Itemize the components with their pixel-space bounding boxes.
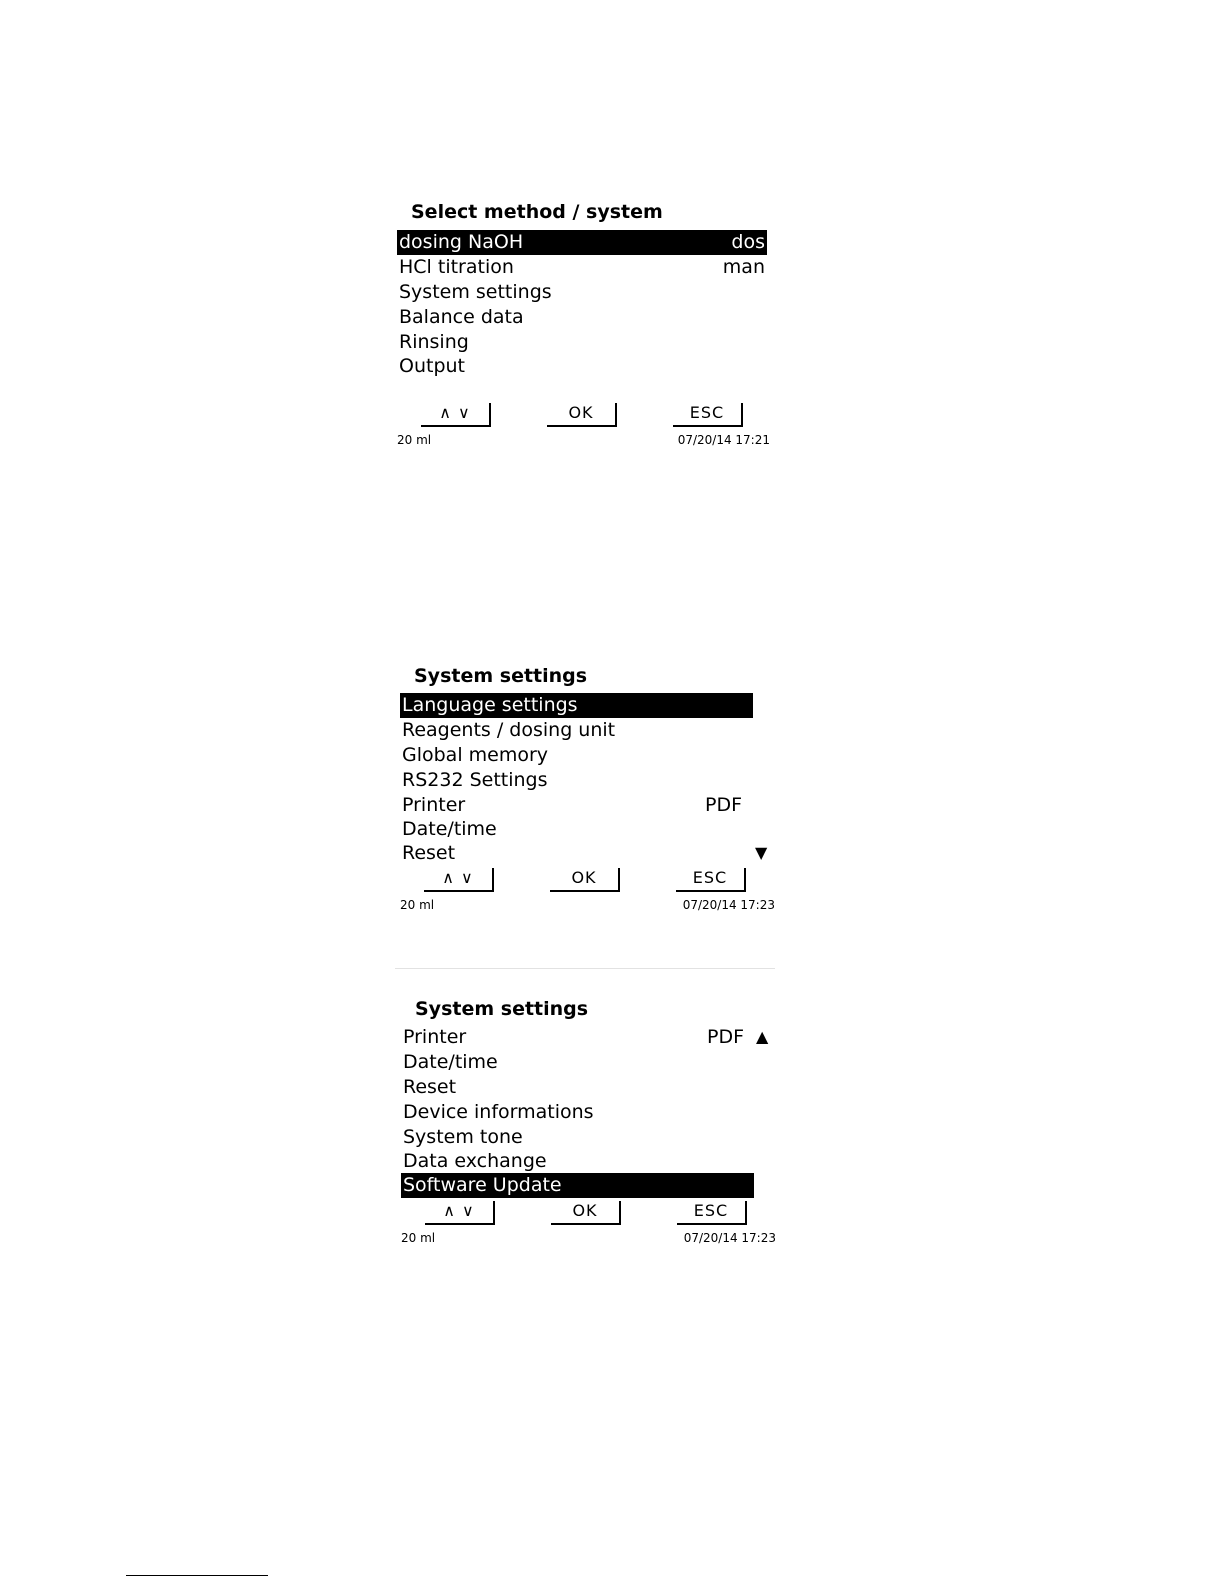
menu-item-system-settings[interactable] — [397, 280, 767, 305]
volume-readout: 20 ml — [397, 433, 432, 447]
divider — [395, 968, 775, 969]
menu-item-label: Date/time — [402, 818, 497, 840]
menu-item-label: Printer — [403, 1026, 467, 1048]
menu-item-reset[interactable] — [400, 841, 753, 866]
volume-readout: 20 ml — [400, 898, 435, 912]
date-time-readout: 07/20/14 17:21 — [677, 433, 770, 447]
menu-item-label: Global memory — [402, 744, 549, 766]
menu-item-printer[interactable] — [400, 793, 753, 818]
menu-item-label: dosing NaOH — [399, 231, 524, 253]
screen-title: Select method / system — [411, 201, 663, 223]
date-time-readout: 07/20/14 17:23 — [682, 898, 775, 912]
menu-item-label: RS232 Settings — [402, 769, 548, 791]
menu-item-label: Reset — [402, 842, 456, 864]
menu-item-label: Language settings — [402, 694, 578, 716]
menu-item-rinsing[interactable] — [397, 330, 767, 355]
screen-title: System settings — [414, 665, 588, 687]
menu-item-device-informations[interactable] — [401, 1100, 754, 1125]
menu-item-value: PDF — [705, 794, 743, 816]
esc-button[interactable]: ESC — [677, 1201, 747, 1225]
menu-item-label: Reagents / dosing unit — [402, 719, 616, 741]
menu-item-label: Device informations — [403, 1101, 594, 1123]
menu-item-language-settings[interactable] — [400, 693, 753, 718]
date-time-readout: 07/20/14 17:23 — [683, 1231, 776, 1245]
menu-item-label: HCl titration — [399, 256, 514, 278]
screen-title: System settings — [415, 998, 589, 1020]
up-down-button[interactable]: ∧ ∨ — [425, 1201, 495, 1225]
screen-select-method — [397, 200, 777, 455]
menu-item-value: PDF — [707, 1026, 745, 1048]
menu-item-label: Rinsing — [399, 331, 469, 353]
menu-item-system-tone[interactable] — [401, 1125, 754, 1150]
ok-button[interactable]: OK — [550, 868, 620, 892]
scroll-up-icon[interactable]: ▲ — [756, 1027, 769, 1046]
menu-item-dosing-naoh[interactable] — [397, 230, 767, 255]
menu-item-label: Output — [399, 355, 465, 377]
menu-item-hcl-titration[interactable] — [397, 255, 767, 280]
menu-item-label: Reset — [403, 1076, 457, 1098]
menu-item-value: dos — [731, 231, 765, 253]
menu-item-balance-data[interactable] — [397, 305, 767, 330]
screen-system-settings-page2 — [401, 997, 781, 1247]
menu-item-global-memory[interactable] — [400, 743, 753, 768]
menu-item-rs232-settings[interactable] — [400, 768, 753, 793]
menu-item-label: Software Update — [403, 1174, 562, 1196]
menu-item-software-update[interactable] — [401, 1173, 754, 1198]
esc-button[interactable]: ESC — [676, 868, 746, 892]
menu-item-data-exchange[interactable] — [401, 1149, 754, 1174]
menu-item-date-time[interactable] — [400, 817, 753, 842]
ok-button[interactable]: OK — [547, 403, 617, 427]
menu-item-output[interactable] — [397, 354, 767, 379]
menu-item-label: Data exchange — [403, 1150, 547, 1172]
menu-item-date-time[interactable] — [401, 1050, 754, 1075]
scroll-down-icon[interactable]: ▼ — [755, 843, 768, 862]
menu-item-label: Date/time — [403, 1051, 498, 1073]
screen-system-settings-page1 — [400, 664, 780, 914]
up-down-button[interactable]: ∧ ∨ — [421, 403, 491, 427]
menu-item-label: System settings — [399, 281, 552, 303]
volume-readout: 20 ml — [401, 1231, 436, 1245]
menu-item-reset[interactable] — [401, 1075, 754, 1100]
ok-button[interactable]: OK — [551, 1201, 621, 1225]
menu-item-label: System tone — [403, 1126, 523, 1148]
menu-item-reagents-dosing-unit[interactable] — [400, 718, 753, 743]
esc-button[interactable]: ESC — [673, 403, 743, 427]
menu-item-value: man — [722, 256, 765, 278]
menu-item-label: Balance data — [399, 306, 524, 328]
up-down-button[interactable]: ∧ ∨ — [424, 868, 494, 892]
menu-item-label: Printer — [402, 794, 466, 816]
footnote-rule — [126, 1575, 268, 1576]
menu-item-printer[interactable] — [401, 1025, 754, 1050]
